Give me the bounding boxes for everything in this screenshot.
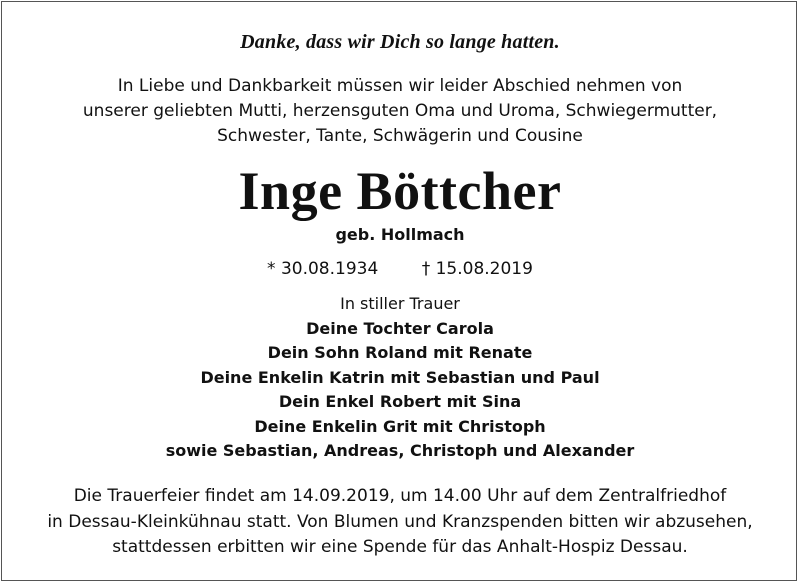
service-line: Die Trauerfeier findet am 14.09.2019, um 14.00 Uhr auf dem Zentralfriedhof xyxy=(73,486,727,506)
service-line: in Dessau-Kleinkühnau statt. Von Blumen und Kranzspenden bitten wir abzusehen, xyxy=(47,511,753,532)
life-dates xyxy=(0,258,800,280)
deceased-name: Inge Böttcher xyxy=(238,161,562,221)
mourners-lead: In stiller Trauer xyxy=(340,294,460,313)
birth-date: * 30.08.1934 xyxy=(267,259,379,279)
mourner-entry: sowie Sebastian, Andreas, Christoph und Alexander xyxy=(165,441,635,460)
intro-text xyxy=(0,74,800,149)
maiden-name: geb. Hollmach xyxy=(335,225,465,244)
intro-line: Schwester, Tante, Schwägerin und Cousine xyxy=(217,126,583,146)
mourners-list xyxy=(0,292,800,464)
service-line: stattdessen erbitten wir eine Spende für das Anhalt-Hospiz Dessau. xyxy=(112,537,688,557)
intro-line: In Liebe und Dankbarkeit müssen wir leider Abschied nehmen von xyxy=(117,76,683,96)
death-date: † 15.08.2019 xyxy=(421,259,533,279)
mourner-entry: Dein Enkel Robert mit Sina xyxy=(278,392,522,411)
intro-line: unserer geliebten Mutti, herzensguten Oma und Uroma, Schwiegermutter, xyxy=(82,101,718,121)
service-info xyxy=(0,484,800,561)
mourner-entry: Deine Enkelin Grit mit Christoph xyxy=(254,416,546,436)
mourner-entry: Deine Tochter Carola xyxy=(306,318,494,338)
mourner-entry: Deine Enkelin Katrin mit Sebastian und Paul xyxy=(200,367,600,387)
mourner-entry: Dein Sohn Roland mit Renate xyxy=(267,343,533,362)
motto-heading: Danke, dass wir Dich so lange hatten. xyxy=(240,31,560,53)
